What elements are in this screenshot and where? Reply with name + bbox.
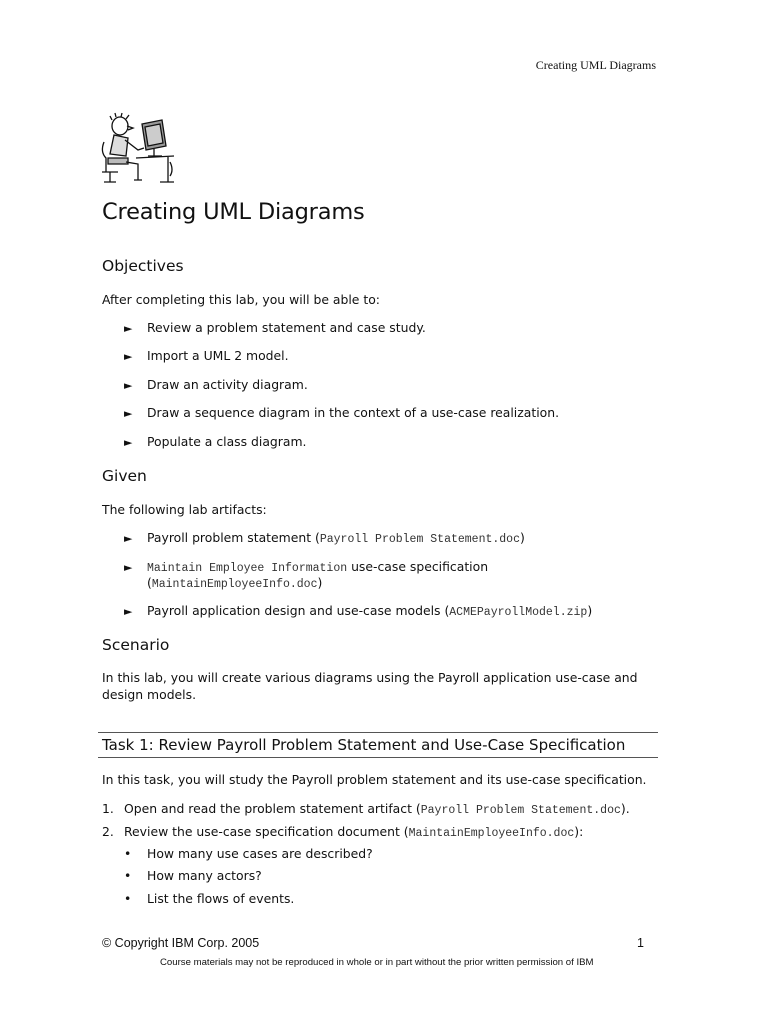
task-1-intro: In this task, you will study the Payroll problem statement and its use-case specification. <box>102 772 647 787</box>
list-item: • How many actors? <box>124 868 262 883</box>
objectives-intro: After completing this lab, you will be able to: <box>102 292 380 307</box>
list-item: ► Populate a class diagram. <box>124 434 307 449</box>
triangle-bullet-icon: ► <box>124 379 133 392</box>
task-1-heading: Task 1: Review Payroll Problem Statement and Use-Case Specification <box>102 736 626 754</box>
dot-bullet-icon: • <box>124 891 132 906</box>
triangle-bullet-icon: ► <box>124 436 133 449</box>
list-item: ► Import a UML 2 model. <box>124 348 289 363</box>
numbered-step: 2. Review the use-case specification document (MaintainEmployeeInfo.doc): <box>102 824 584 840</box>
task-divider-top <box>98 732 658 733</box>
given-intro: The following lab artifacts: <box>102 502 267 517</box>
scenario-heading: Scenario <box>102 636 170 654</box>
triangle-bullet-icon: ► <box>124 322 133 335</box>
dot-bullet-icon: • <box>124 868 132 883</box>
triangle-bullet-icon: ► <box>124 407 133 420</box>
copyright: © Copyright IBM Corp. 2005 <box>102 936 260 950</box>
given-heading: Given <box>102 467 147 485</box>
list-item: ► Payroll problem statement (Payroll Problem Statement.doc) <box>124 530 525 546</box>
document-title: Creating UML Diagrams <box>102 199 365 225</box>
triangle-bullet-icon: ► <box>124 561 133 574</box>
page-number: 1 <box>637 936 644 950</box>
numbered-step: 1. Open and read the problem statement artifact (Payroll Problem Statement.doc). <box>102 801 630 817</box>
list-item: • List the flows of events. <box>124 891 295 906</box>
objectives-heading: Objectives <box>102 257 184 275</box>
list-item: ► Payroll application design and use-case models (ACMEPayrollModel.zip) <box>124 603 593 619</box>
list-item: ► Maintain Employee Information use-case specification <box>124 559 489 575</box>
task-divider-bottom <box>98 757 658 758</box>
scenario-line-1: In this lab, you will create various diagrams using the Payroll application use-case and <box>102 670 638 685</box>
triangle-bullet-icon: ► <box>124 350 133 363</box>
dot-bullet-icon: • <box>124 846 132 861</box>
footer-notice: Course materials may not be reproduced in whole or in part without the prior written permission of IBM <box>160 957 594 968</box>
triangle-bullet-icon: ► <box>124 605 133 618</box>
triangle-bullet-icon: ► <box>124 532 133 545</box>
list-item: ► Draw a sequence diagram in the context of a use-case realization. <box>124 405 560 420</box>
list-item: • How many use cases are described? <box>124 846 373 861</box>
person-at-computer-icon <box>98 112 178 186</box>
scenario-line-2: design models. <box>102 687 197 702</box>
running-header: Creating UML Diagrams <box>535 58 656 72</box>
list-item: ► Review a problem statement and case study. <box>124 320 426 335</box>
list-item: ► Draw an activity diagram. <box>124 377 308 392</box>
